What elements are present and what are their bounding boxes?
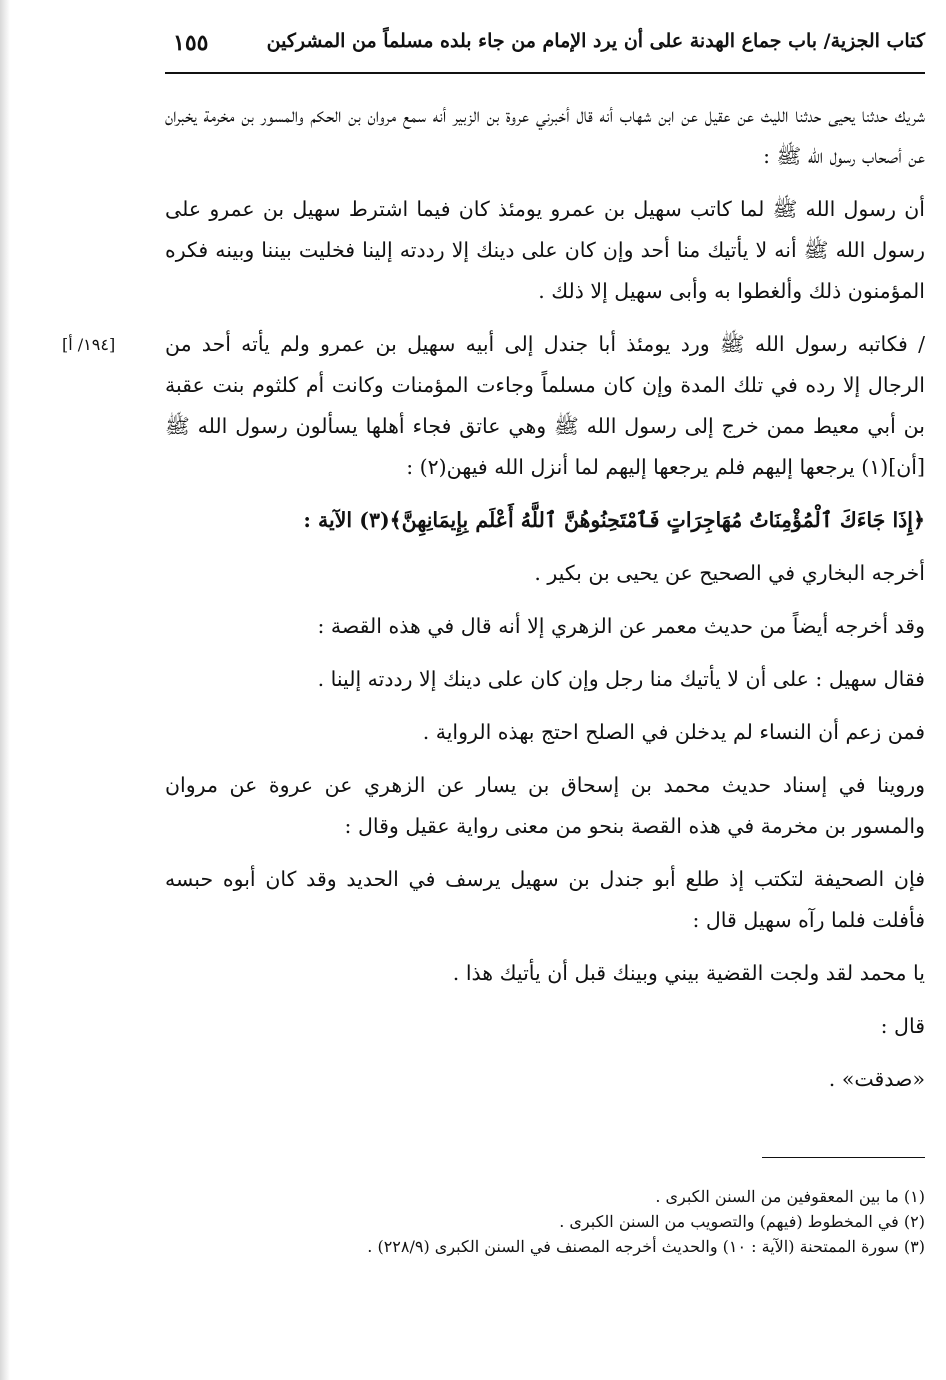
footnotes	[165, 1184, 925, 1259]
paragraph-3: / فكاتبه رسول الله ﷺ ورد يومئذ أبا جندل إلى أبيه سهيل بن عمرو ولم يأته أحد من الرجال إلا رده في تلك المدة وإن كان مسلماً وجاءت المؤمنات وكانت أم كلثوم بنت عقبة بن أبي معيط ممن خرج إلى رسول الله ﷺ وهي عاتق فجاء أهلها يسألون رسول الله ﷺ [أن](١) يرجعها إليهم فلم يرجعها إليهم لما أنزل الله فيهن(٢) :	[165, 332, 925, 479]
quran-verse: ﴿إِذَا جَاءَكَ ٱلْمُؤْمِنَاتُ مُهَاجِرَاتٍ فَٱمْتَحِنُوهُنَّ ٱللَّهُ أَعْلَم بِإِيمَانِهِنَّ﴾(٣) الآية :	[303, 508, 925, 532]
paragraph-6: وقد أخرجه أيضاً من حديث معمر عن الزهري إلا أنه قال في هذه القصة :	[317, 614, 925, 638]
paragraph-8: فمن زعم أن النساء لم يدخلن في الصلح احتج بهذه الرواية .	[422, 720, 925, 744]
paragraph-7: فقال سهيل : على أن لا يأتيك منا رجل وإن كان على دينك إلا رددته إلينا .	[317, 667, 925, 691]
footnote-1: (١) ما بين المعقوفين من السنن الكبرى .	[655, 1187, 925, 1206]
paragraph-3-block	[62, 324, 925, 488]
paragraph-13: «صدقت» .	[828, 1067, 925, 1091]
paragraph-2: أن رسول الله ﷺ لما كاتب سهيل بن عمرو يومئذ كان فيما اشترط سهيل بن عمرو على رسول الله ﷺ أنه لا يأتيك منا أحد وإن كان على دينك إلا رددته إلينا فخليت بيننا وبينه فكره المؤمنون ذلك وألغطوا به وأبى سهيل إلا ذلك .	[165, 197, 925, 303]
paragraph-9: وروينا في إسناد حديث محمد بن إسحاق بن يسار عن الزهري عن عروة عن مروان والمسور بن مخرمة في هذه القصة بنحو من معنى رواية عقيل وقال :	[165, 773, 925, 838]
paragraph-11: يا محمد لقد ولجت القضية بيني وبينك قبل أن يأتيك هذا .	[452, 961, 925, 985]
footnote-2: (٢) في المخطوط (فيهم) والتصويب من السنن الكبرى .	[559, 1212, 925, 1231]
paragraph-12: قال :	[880, 1014, 925, 1038]
footnote-rule	[762, 1157, 925, 1158]
running-title: كتاب الجزية/ باب جماع الهدنة على أن يرد الإمام من جاء بلده مسلماً من المشركين	[266, 30, 925, 52]
page-header	[165, 30, 925, 64]
scan-edge	[0, 0, 10, 1380]
paragraph-5: أخرجه البخاري في الصحيح عن يحيى بن بكير .	[534, 561, 925, 585]
header-rule	[165, 72, 925, 74]
paragraph-1: شريك حدثنا يحيى حدثنا الليث عن عقيل عن ابن شهاب أنه قال أخبرني عروة بن الزبير أنه سمع مروان بن الحكم والمسور بن مخرمة يخبران عن أصحاب رسول الله ﷺ :	[165, 103, 925, 168]
manuscript-folio-note: [١٩٤/ أ]	[62, 335, 116, 354]
paragraph-10: فإن الصحيفة لتكتب إذ طلع أبو جندل بن سهيل يرسف في الحديد وقد كان أبوه حبسه فأفلت فلما رآه سهيل قال :	[165, 867, 925, 932]
page-number: ١٥٥	[173, 30, 209, 56]
footnote-3: (٣) سورة الممتحنة (الآية : ١٠) والحديث أخرجه المصنف في السنن الكبرى (٢٢٨/٩) .	[367, 1237, 925, 1256]
page-body	[62, 95, 925, 1112]
